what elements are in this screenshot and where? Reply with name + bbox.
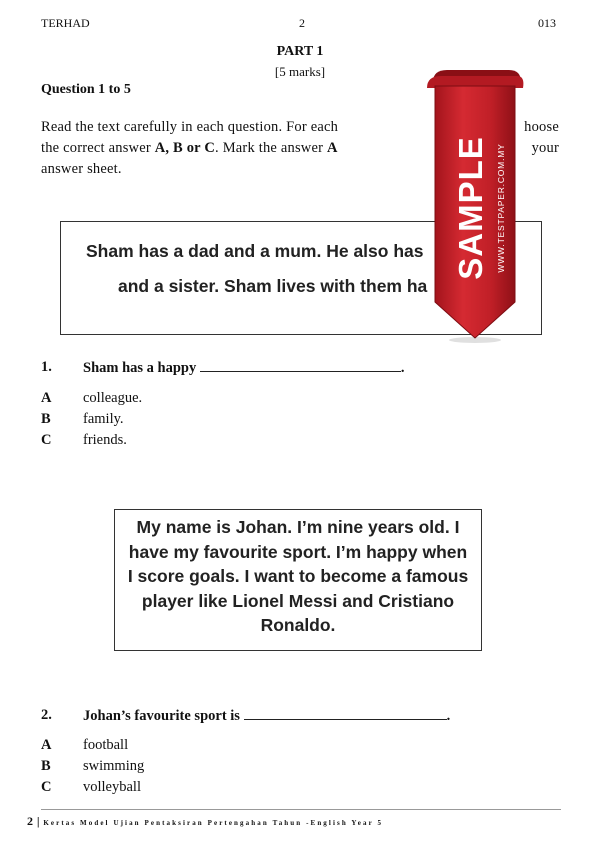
- part-title: PART 1: [276, 44, 324, 59]
- part-marks: [5 marks]: [274, 64, 326, 79]
- q1-stem: [83, 359, 404, 377]
- q2-option-a-letter: A: [41, 737, 52, 753]
- q2-stem: [83, 707, 450, 725]
- q2-option-a-text: football: [83, 737, 129, 753]
- q1-answer-blank: [200, 359, 401, 372]
- header-left: TERHAD: [41, 16, 90, 30]
- instruction-line2-d: A: [326, 140, 338, 156]
- q1-option-b-letter: B: [41, 411, 51, 427]
- instruction-line1: Read the text carefully in each question. For each: [41, 119, 339, 135]
- passage2-line5: Ronaldo.: [260, 615, 336, 635]
- q1-number: 1.: [41, 359, 52, 375]
- instruction-line2-a: the correct answer: [41, 140, 155, 156]
- q1-option-c-text: friends.: [83, 432, 127, 448]
- instruction-options: A, B or C: [154, 140, 216, 156]
- footer-text: Kertas Model Ujian Pentaksiran Pertengahan Tahun -English Year 5: [43, 819, 384, 827]
- header-code: 013: [538, 16, 556, 30]
- header-page-number: 2: [299, 16, 305, 30]
- instruction-line1-end: hoose: [524, 119, 559, 135]
- sample-site-label: WWW.TESTPAPER.COM.MY: [496, 143, 506, 273]
- q1-option-a-letter: A: [41, 390, 52, 406]
- q1-stem-text: Sham has a happy: [83, 360, 197, 376]
- instruction-line3: answer sheet.: [41, 161, 122, 177]
- q2-option-b-text: swimming: [83, 758, 145, 774]
- q1-option-a-text: colleague.: [83, 390, 143, 406]
- passage1-line2: and a sister. Sham lives with them ha: [118, 276, 428, 296]
- passage2-line4: player like Lionel Messi and Cristiano: [141, 590, 455, 611]
- sample-label: SAMPLE: [452, 136, 489, 280]
- q2-option-b-letter: B: [41, 758, 51, 774]
- instruction-line2-end: your: [531, 140, 559, 156]
- passage2-line2: have my favourite sport. I’m happy when: [128, 541, 468, 562]
- q2-answer-blank: [244, 707, 447, 720]
- q2-stem-text: Johan’s favourite sport is: [83, 708, 240, 724]
- q1-option-b-text: family.: [83, 411, 124, 427]
- passage2-line1: My name is Johan. I’m nine years old. I: [136, 517, 460, 537]
- passage1-line1: Sham has a dad and a mum. He also has: [86, 241, 424, 261]
- instruction-line2-c: . Mark the answer: [215, 140, 327, 156]
- sample-ribbon-watermark: [425, 68, 525, 343]
- passage2-line3: I score goals. I want to become a famous: [127, 566, 469, 586]
- footer-page-number: 2: [27, 814, 33, 828]
- footer-separator: |: [36, 814, 40, 828]
- footer: [27, 814, 383, 829]
- passage-box-2: [114, 509, 482, 651]
- footer-divider: [41, 809, 561, 810]
- q2-number: 2.: [41, 707, 52, 723]
- q1-option-c-letter: C: [41, 432, 52, 448]
- q2-stem-end: .: [446, 708, 451, 724]
- question-heading: Question 1 to 5: [41, 82, 131, 97]
- q2-option-c-letter: C: [41, 779, 52, 795]
- q2-option-c-text: volleyball: [83, 779, 141, 795]
- q1-stem-end: .: [400, 360, 405, 376]
